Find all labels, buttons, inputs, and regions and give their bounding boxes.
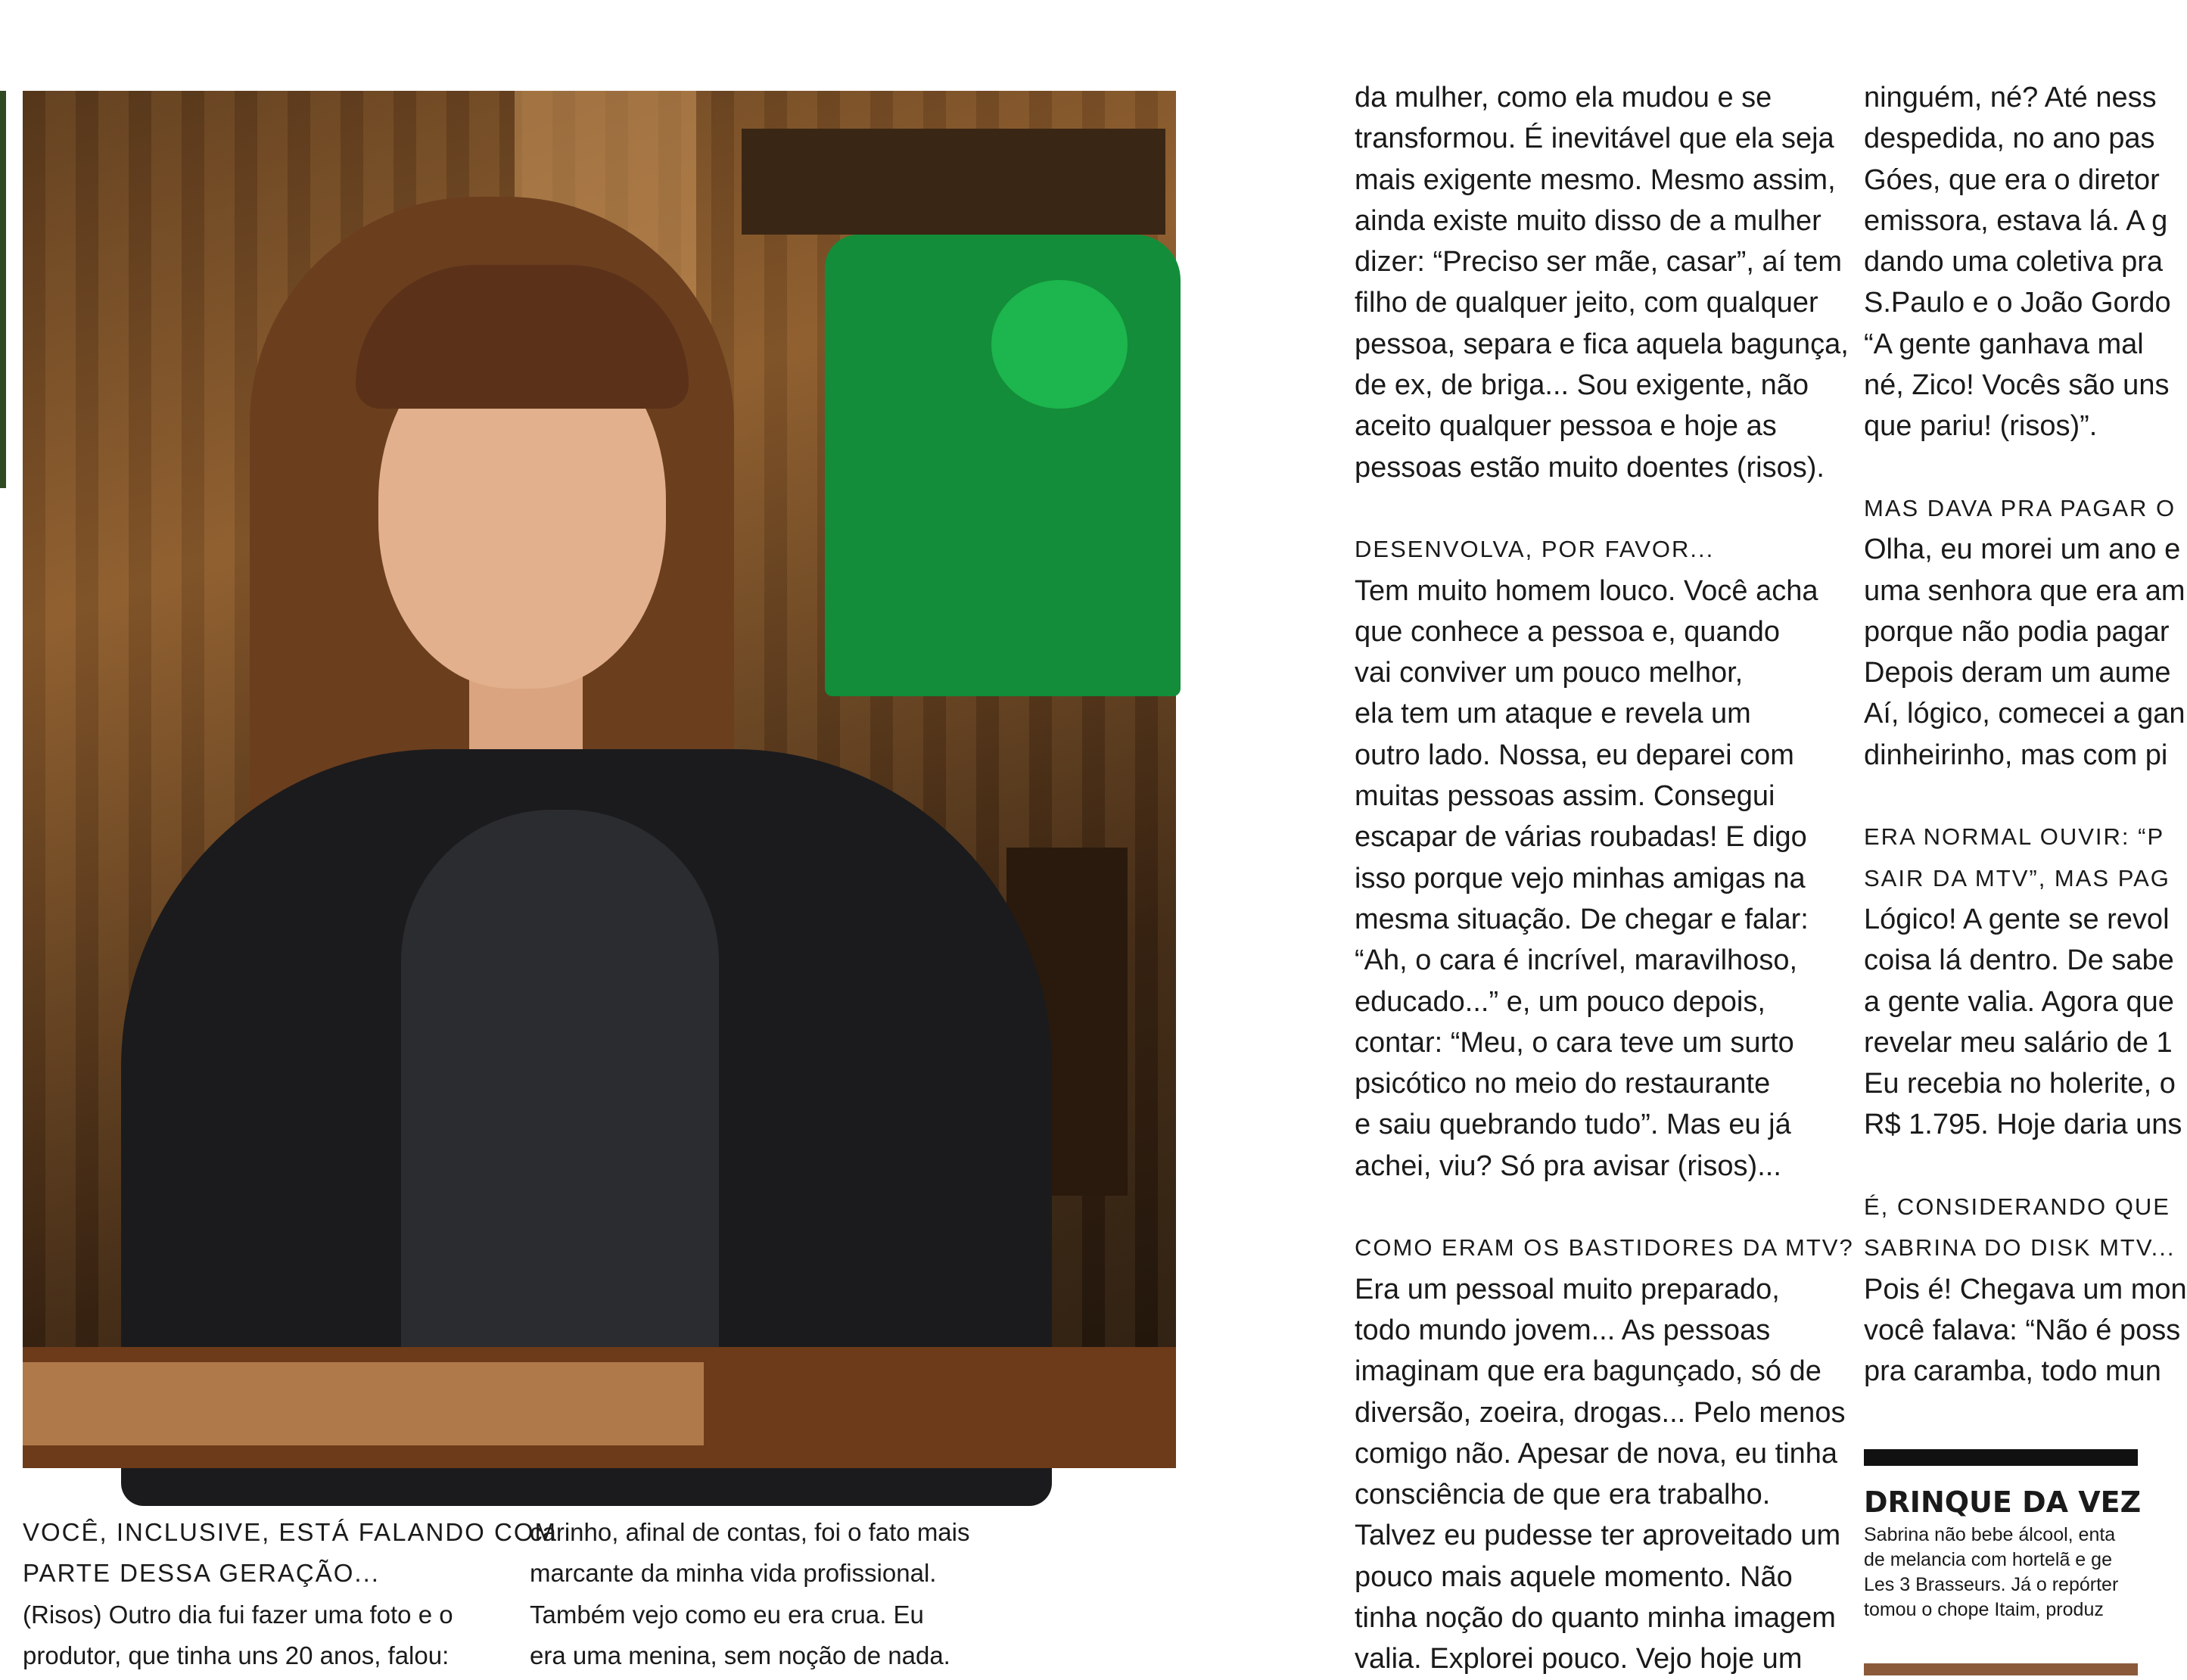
text-line: e saiu quebrando tudo”. Mas eu já (1355, 1109, 1791, 1141)
caption-column-1 (23, 1512, 557, 1676)
text-line: Também vejo como eu era crua. Eu (530, 1600, 924, 1629)
text-line: coisa lá dentro. De sabe (1864, 944, 2174, 977)
text-line: ainda existe muito disso de a mulher (1355, 204, 1821, 237)
caption-column-2 (530, 1512, 970, 1676)
sidebar-text (1864, 1523, 2118, 1622)
text-line: que conhece a pessoa e, quando (1355, 615, 1781, 648)
text-line: Eu recebia no holerite, o (1864, 1068, 2176, 1100)
question-line: DESENVOLVA, POR FAVOR... (1355, 536, 1715, 563)
text-line: imaginam que era bagunçado, só de (1355, 1355, 1821, 1388)
text-line: R$ 1.795. Hoje daria uns (1864, 1109, 2182, 1141)
text-line: psicótico no meio do restaurante (1355, 1068, 1771, 1100)
text-line: pouco mais aquele momento. Não (1355, 1560, 1793, 1593)
text-line: comigo não. Apesar de nova, eu tinha (1355, 1437, 1838, 1470)
text-line: isso porque vejo minhas amigas na (1355, 862, 1806, 894)
text-line: Talvez eu pudesse ter aproveitado um (1355, 1520, 1841, 1552)
text-line: tinha noção do quanto minha imagem (1355, 1601, 1836, 1634)
paragraph-gap (1864, 447, 2187, 488)
text-line: mesma situação. De chegar e falar: (1355, 903, 1809, 935)
text-line: Depois deram um aume (1864, 657, 2171, 689)
text-line: pessoas estão muito doentes (risos). (1355, 451, 1825, 484)
question-line: COMO ERAM OS BASTIDORES DA MTV? (1355, 1234, 1854, 1262)
text-line: pessoa, separa e fica aquela bagunça, (1355, 328, 1849, 360)
text-line: mais exigente mesmo. Mesmo assim, (1355, 163, 1836, 196)
paragraph-gap (1864, 1146, 2187, 1187)
text-line: “A gente ganhava mal (1864, 328, 2144, 360)
text-line: emissora, estava lá. A g (1864, 204, 2168, 237)
text-line: dando uma coletiva pra (1864, 246, 2164, 278)
text-line: revelar meu salário de 1 (1864, 1026, 2173, 1059)
text-line: Góes, que era o diretor (1864, 163, 2160, 196)
text-line: S.Paulo e o João Gordo (1864, 287, 2171, 319)
sidebar-line: tomou o chope Itaim, produz (1864, 1599, 2104, 1620)
menu-on-table (23, 1362, 704, 1445)
text-line: Pois é! Chegava um mon (1864, 1273, 2187, 1305)
text-line: ninguém, né? Até ness (1864, 82, 2157, 114)
text-line: era uma menina, sem noção de nada. (530, 1641, 950, 1669)
text-line: muitas pessoas assim. Consegui (1355, 780, 1775, 813)
text-line: Aí, lógico, comecei a gan (1864, 698, 2185, 730)
text-line: educado...” e, um pouco depois, (1355, 985, 1765, 1018)
question-line: MAS DAVA PRA PAGAR O (1864, 494, 2176, 521)
text-line: que pariu! (risos)”. (1864, 410, 2098, 443)
sidebar-photo-edge (1864, 1663, 2138, 1675)
text-line: todo mundo jovem... As pessoas (1355, 1314, 1771, 1346)
text-line: consciência de que era trabalho. (1355, 1479, 1771, 1511)
paragraph-gap (1355, 488, 1854, 529)
question-line: SAIR DA MTV”, MAS PAG (1864, 864, 2170, 891)
text-line: vai conviver um pouco melhor, (1355, 657, 1744, 689)
sidebar-rule (1864, 1449, 2138, 1466)
text-line: da mulher, como ela mudou e se (1355, 82, 1772, 114)
portrait-photo (23, 91, 1176, 1462)
text-line: diversão, zoeira, drogas... Pelo menos (1355, 1396, 1846, 1429)
text-line: transformou. É inevitável que ela seja (1355, 123, 1834, 155)
question-line: ERA NORMAL OUVIR: “P (1864, 823, 2165, 851)
text-line: Olha, eu morei um ano e (1864, 534, 2181, 566)
text-line: produtor, que tinha uns 20 anos, falou: (23, 1641, 450, 1669)
green-object (825, 235, 1181, 696)
text-line: você falava: “Não é poss (1864, 1314, 2181, 1346)
text-line: a gente valia. Agora que (1864, 985, 2174, 1018)
text-line: (Risos) Outro dia fui fazer uma foto e o (23, 1600, 453, 1629)
text-line: dizer: “Preciso ser mãe, casar”, aí tem (1355, 246, 1843, 278)
text-line: aceito qualquer pessoa e hoje as (1355, 410, 1777, 443)
paragraph-gap (1355, 1187, 1854, 1227)
text-line: escapar de várias roubadas! E digo (1355, 821, 1807, 854)
sidebar-line: Les 3 Brasseurs. Já o repórter (1864, 1574, 2119, 1595)
text-line: valia. Explorei pouco. Vejo hoje um (1355, 1643, 1803, 1675)
text-line: carinho, afinal de contas, foi o fato mais (530, 1518, 970, 1546)
text-line: outro lado. Nossa, eu deparei com (1355, 739, 1794, 771)
text-line: né, Zico! Vocês são uns (1864, 369, 2170, 402)
article-column-2 (1864, 77, 2187, 1392)
text-line: ela tem um ataque e revela um (1355, 698, 1751, 730)
text-line: dinheirinho, mas com pi (1864, 739, 2168, 771)
text-line: Tem muito homem louco. Você acha (1355, 574, 1818, 607)
text-line: de ex, de briga... Sou exigente, não (1355, 369, 1809, 402)
sidebar-line: de melancia com hortelã e ge (1864, 1549, 2112, 1570)
text-line: porque não podia pagar (1864, 615, 2170, 648)
text-line: filho de qualquer jeito, com qualquer (1355, 287, 1818, 319)
wall-shelf (742, 129, 1165, 235)
question-line: SABRINA DO DISK MTV... (1864, 1234, 2176, 1262)
sidebar-heading: DRINQUE DA VEZ (1864, 1486, 2142, 1519)
article-column-1 (1355, 77, 1854, 1680)
sidebar-line: Sabrina não bebe álcool, enta (1864, 1524, 2116, 1545)
question-line: PARTE DESSA GERAÇÃO... (23, 1559, 380, 1588)
text-line: Era um pessoal muito preparado, (1355, 1273, 1780, 1305)
question-line: VOCÊ, INCLUSIVE, ESTÁ FALANDO COM (23, 1518, 557, 1546)
green-lamp (991, 280, 1128, 409)
text-line: marcante da minha vida profissional. (530, 1559, 937, 1588)
paragraph-gap (1864, 776, 2187, 817)
text-line: contar: “Meu, o cara teve um surto (1355, 1026, 1794, 1059)
text-line: pra caramba, todo mun (1864, 1355, 2161, 1388)
text-line: uma senhora que era am (1864, 574, 2185, 607)
text-line: Lógico! A gente se revol (1864, 903, 2170, 935)
text-line: despedida, no ano pas (1864, 123, 2155, 155)
text-line: achei, viu? Só pra avisar (risos)... (1355, 1150, 1781, 1182)
question-line: É, CONSIDERANDO QUE (1864, 1193, 2170, 1221)
text-line: “Ah, o cara é incrível, maravilhoso, (1355, 944, 1798, 977)
dark-shirt (401, 810, 719, 1400)
adjacent-photo-edge (0, 91, 6, 488)
